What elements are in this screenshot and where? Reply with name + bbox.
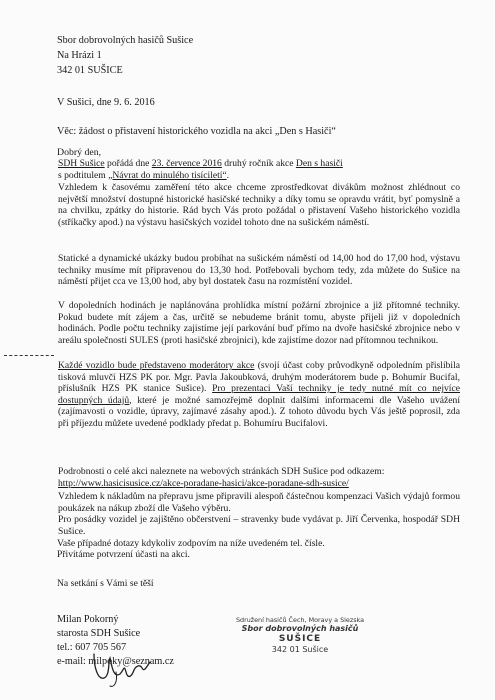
signer-role: starosta SDH Sušice [57,628,141,639]
intro-text-4: . [226,169,230,181]
closing-line: Na setkání s Vámi se těší [57,578,154,589]
presentation-emphasis: Každé vozidlo bude představeno moderátory akce [58,360,255,371]
intro-text-2: druhý ročník akce [221,158,296,169]
intro-text-3: s podtitulem [58,169,109,181]
presentation-text-2: , které je možné samozřejmě doplnit dalšími informacemi dle Vašeho uvážení (zajímavosti o vozidle, úpravy, zajímavé zásahy apod.). Z tohoto důvodu bych Vás ještě poprosil, zda při příjezdu můžete uvedené podklady předat p. Bohumíru Bucifalovi. [58,394,460,429]
paragraph-questions: Vaše případné dotazy kdykoliv zodpovím na níže uvedeném tel. čísle. [57,538,325,549]
paragraph-refreshments: Pro posádky vozidel je zajištěno občerstvení – stravenky bude vydávat p. Jiří Červenka, hospodář SDH Sušice. [58,514,460,537]
org-name: SDH Sušice [58,158,105,169]
signer-email: e-mail: milpoky@seznam.cz [57,656,174,667]
letter-date: V Sušici, dne 9. 6. 2016 [57,97,155,108]
handwritten-signature [88,642,158,692]
signer-name: Milan Pokorný [57,614,119,625]
details-text: Podrobnosti o celé akci naleznete na webových stránkách SDH Sušice pod odkazem: [58,466,385,477]
paragraph-intro [58,158,460,181]
signer-phone: tel.: 607 705 567 [57,642,127,653]
event-date: 23. července 2016 [151,158,222,169]
presentation-text-1: (svojí účast coby průvodkyně odpoledním přislíbila tisková mluvčí HZS PK por. Mgr. Pavla Jakoubková, druhým moderátorem bude p. Bohumír Bucifal, příslušník HZS PK stanice Sušice). [58,360,461,395]
sender-name: Sbor dobrovolných hasičů Sušice [57,35,194,46]
stamp-line-4: 342 01 Sušice [271,645,329,654]
greeting: Dobrý den, [57,147,102,158]
stamp-line-3: SUŠICE [278,634,322,644]
event-name: Den s hasiči [295,158,343,169]
paragraph-presentation [58,360,460,430]
paragraph-purpose: Vzhledem k časovému zaměření této akce chceme zprostředkovat divákům možnost zhlédnout co největší množství dostupné historické hasičské techniky a díky tomu se opravdu vrátit, byť pomyslně a na chvilku, zpátky do historie. Rád bych Vás proto požádal o přistavení Vašeho historického vozidla (stříkačky apod.) na výstavu hasičských vozidel tohoto dne na sušickém náměstí. [58,182,460,228]
sender-street: Na Hrázi 1 [57,50,102,61]
intro-text-1: pořádá dne [104,158,152,169]
sender-city: 342 01 SUŠICE [57,65,123,76]
paragraph-morning: V dopoledních hodinách je naplánována prohlídka místní požární zbrojnice a již přítomné techniky. Pokud budete mít zájem a čas, určitě se nebudeme bránit tomu, abyste přijeli již v dopoledních hodinách. Podle počtu techniky zajistíme její parkování buď přímo na dvoře hasičské zbrojnice nebo v areálu společnosti SULES (proti hasičské zbrojnici), kde zajistíme dozor nad přítomnou technikou. [58,300,460,346]
stamp-line-2: Sbor dobrovolných hasičů [241,624,359,633]
event-link[interactable]: http://www.hasicisusice.cz/akce-poradane-hasici/akce-poradane-sdh-susice/ [58,477,349,489]
margin-mark [4,355,54,356]
stamp-line-1: Sdružení hasičů Čech, Moravy a Slezska [235,616,365,624]
paragraph-compensation: Vzhledem k nákladům na přepravu jsme připravili alespoň částečnou kompenzaci Vašich výdajů formou poukázek na nákup zboží dle Vašeho výběru. [58,491,460,514]
paragraph-confirmation: Přivítáme potvrzení účasti na akci. [57,549,190,560]
paragraph-schedule: Statické a dynamické ukázky budou probíhat na sušickém náměstí od 14,00 hod do 17,00 hod, výstavu techniky musíme mít připravenou do 13,30 hod. Potřebovali bychom tedy, zda můžete do Sušice na náměstí přijet cca ve 13,00 hod, aby byl dostatek času na rozmístění vozidel. [58,253,460,288]
organization-stamp [230,616,370,655]
data-request-emphasis: Pro prezentaci Vaší techniky je tedy nutné mít co nejvíce dostupných údajů [58,383,460,406]
event-subtitle: „Návrat do minulého tisíciletí“ [108,169,227,181]
letter-subject: Věc: žádost o přistavení historického vozidla na akci „Den s Hasiči“ [57,126,336,137]
paragraph-details [58,466,460,489]
